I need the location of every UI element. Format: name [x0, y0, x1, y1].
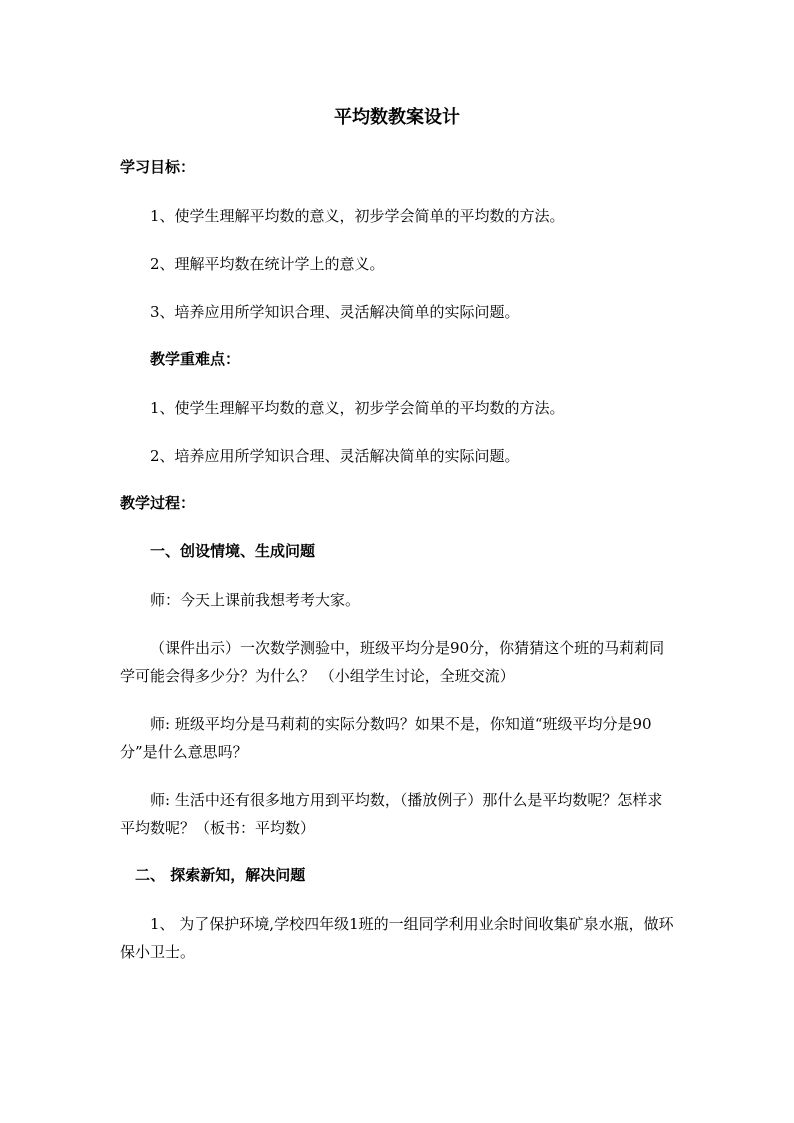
key-points-heading: 教学重难点：: [150, 350, 241, 368]
objective-item-1: 1、使学生理解平均数的意义，初步学会简单的平均数的方法。: [150, 207, 565, 225]
step1-heading: 一、创设情境、生成问题: [150, 542, 316, 560]
objective-item-2: 2、理解平均数在统计学上的意义。: [150, 255, 385, 273]
key-point-item-2: 2、培养应用所学知识合理、灵活解决简单的实际问题。: [150, 447, 520, 465]
key-point-item-1: 1、使学生理解平均数的意义，初步学会简单的平均数的方法。: [150, 399, 565, 417]
step2-paragraph-1: 1、 为了保护环境,学校四年级1班的一组同学利用业余时间收集矿泉水瓶，做环保小卫士。: [120, 915, 674, 961]
objective-item-3: 3、培养应用所学知识合理、灵活解决简单的实际问题。: [150, 303, 520, 321]
step1-paragraph-4: 师: 生活中还有很多地方用到平均数，（播放例子）那什么是平均数呢？怎样求平均数呢？（板书：平均数）: [120, 791, 663, 837]
step1-paragraph-2: （课件出示）一次数学测验中，班级平均分是90分，你猜猜这个班的马莉莉同学可能会得多少分？为什么？ （小组学生讨论，全班交流）: [120, 639, 665, 685]
step1-paragraph-1: 师：今天上课前我想考考大家。: [150, 591, 361, 609]
step1-paragraph-3: 师: 班级平均分是马莉莉的实际分数吗？如果不是，你知道“班级平均分是90分”是什么意思吗？: [120, 715, 652, 761]
process-heading: 教学过程：: [120, 494, 196, 512]
document-title: 平均数教案设计: [334, 107, 460, 128]
objectives-heading: 学习目标：: [120, 158, 196, 176]
step2-heading: 二、 探索新知，解决问题: [135, 866, 306, 884]
